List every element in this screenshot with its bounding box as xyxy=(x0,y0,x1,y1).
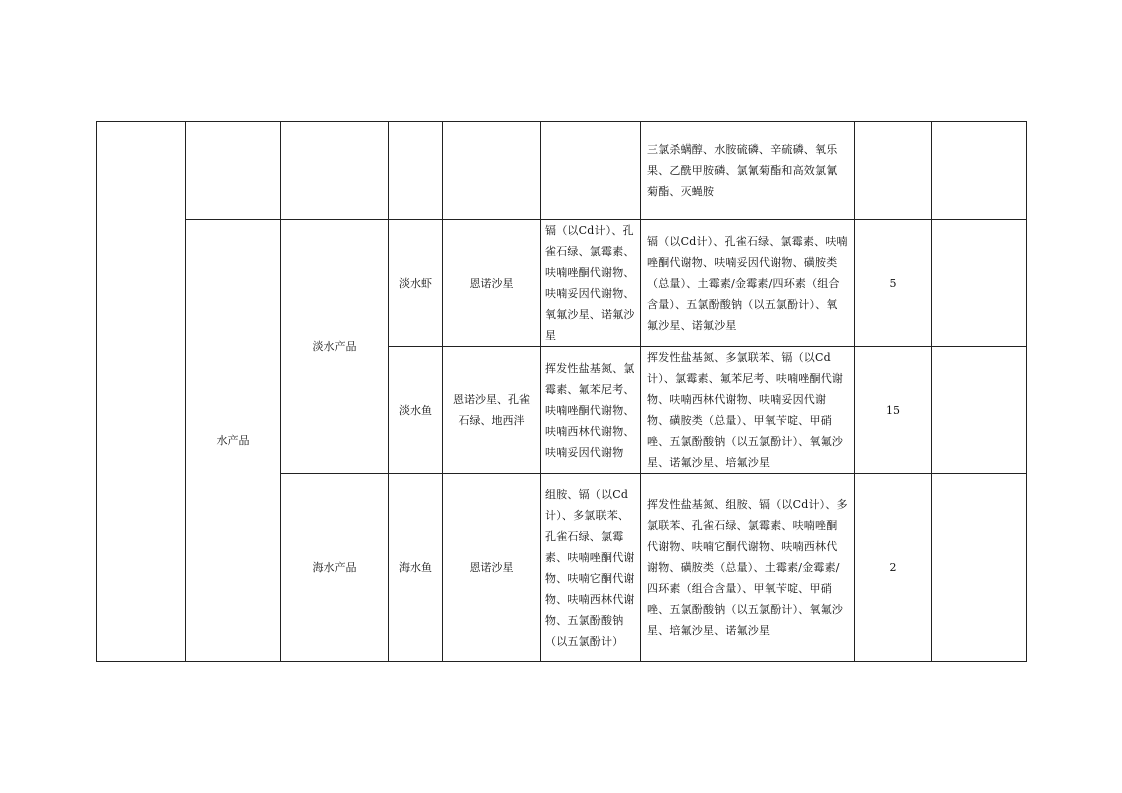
cell-blank xyxy=(932,347,1027,474)
cell-blank xyxy=(932,122,1027,220)
cell-key-items: 恩诺沙星 xyxy=(443,474,541,662)
cell-subcategory: 海水产品 xyxy=(281,474,389,662)
cell-count: 2 xyxy=(855,474,932,662)
cell-blank xyxy=(186,122,281,220)
cell-count: 15 xyxy=(855,347,932,474)
cell-key-items: 恩诺沙星、孔雀石绿、地西泮 xyxy=(443,347,541,474)
cell-count: 5 xyxy=(855,220,932,347)
cell-category: 水产品 xyxy=(186,220,281,662)
cell-items-a: 镉（以Cd计）、孔雀石绿、氯霉素、呋喃唑酮代谢物、呋喃妥因代谢物、氧氟沙星、诺氟沙星 xyxy=(541,220,641,347)
cell-blank xyxy=(389,122,443,220)
inspection-table xyxy=(96,121,1027,662)
cell-blank xyxy=(932,474,1027,662)
cell-items-a: 组胺、镉（以Cd计）、多氯联苯、孔雀石绿、氯霉素、呋喃唑酮代谢物、呋喃它酮代谢物、呋喃西林代谢物、五氯酚酸钠（以五氯酚计） xyxy=(541,474,641,662)
cell-continuation-methods: 三氯杀螨醇、水胺硫磷、辛硫磷、氧乐果、乙酰甲胺磷、氯氰菊酯和高效氯氰菊酯、灭蝇胺 xyxy=(641,122,855,220)
cell-items-b: 挥发性盐基氮、多氯联苯、镉（以Cd计）、氯霉素、氟苯尼考、呋喃唑酮代谢物、呋喃西林代谢物、呋喃妥因代谢物、磺胺类（总量）、甲氧苄啶、甲硝唑、五氯酚酸钠（以五氯酚计）、氧氟沙星、诺氟沙星、培氟沙星 xyxy=(641,347,855,474)
cell-subcategory: 淡水产品 xyxy=(281,220,389,474)
cell-items-b: 镉（以Cd计）、孔雀石绿、氯霉素、呋喃唑酮代谢物、呋喃妥因代谢物、磺胺类（总量）、土霉素/金霉素/四环素（组合含量）、五氯酚酸钠（以五氯酚计）、氧氟沙星、诺氟沙星 xyxy=(641,220,855,347)
cell-blank xyxy=(541,122,641,220)
cell-blank xyxy=(855,122,932,220)
cell-product: 淡水虾 xyxy=(389,220,443,347)
cell-blank xyxy=(443,122,541,220)
cell-items-a: 挥发性盐基氮、氯霉素、氟苯尼考、呋喃唑酮代谢物、呋喃西林代谢物、呋喃妥因代谢物 xyxy=(541,347,641,474)
cell-outer-blank xyxy=(97,122,186,662)
cell-key-items: 恩诺沙星 xyxy=(443,220,541,347)
table-row-continuation xyxy=(97,122,1027,220)
table-row xyxy=(97,220,1027,347)
cell-blank xyxy=(281,122,389,220)
cell-product: 海水鱼 xyxy=(389,474,443,662)
cell-blank xyxy=(932,220,1027,347)
cell-product: 淡水鱼 xyxy=(389,347,443,474)
cell-items-b: 挥发性盐基氮、组胺、镉（以Cd计）、多氯联苯、孔雀石绿、氯霉素、呋喃唑酮代谢物、呋喃它酮代谢物、呋喃西林代谢物、磺胺类（总量）、土霉素/金霉素/四环素（组合含量）、甲氧苄啶、甲硝唑、五氯酚酸钠（以五氯酚计）、氧氟沙星、培氟沙星、诺氟沙星 xyxy=(641,474,855,662)
